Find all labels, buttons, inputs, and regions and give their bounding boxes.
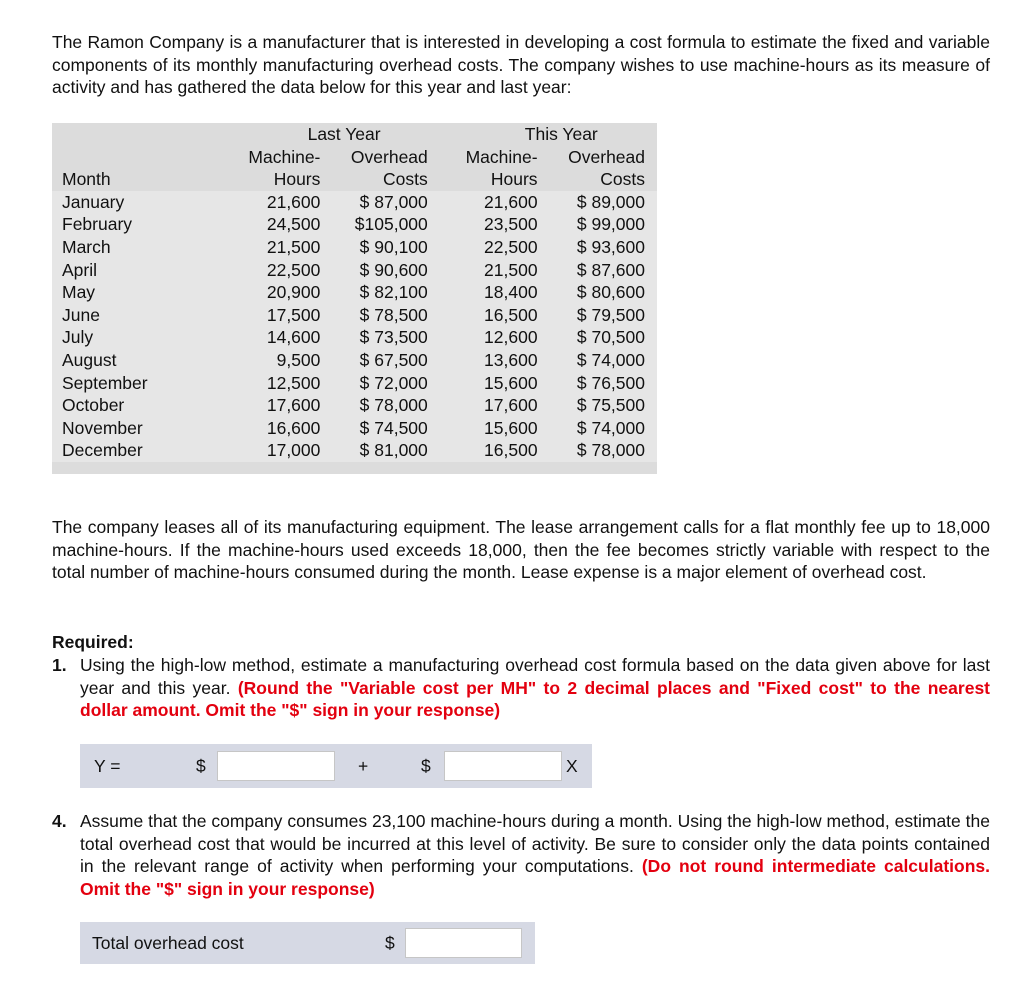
- ty-hours-cell: 13,600: [484, 349, 538, 370]
- month-cell: January: [62, 191, 125, 212]
- ly-cost-cell: $ 90,600: [359, 259, 428, 280]
- table-row: [52, 213, 657, 236]
- table-row: [52, 304, 657, 327]
- ty-cost-cell: $ 78,000: [576, 440, 645, 461]
- question-1: [52, 654, 990, 722]
- ly-cost-cell: $105,000: [354, 214, 428, 235]
- header-machine-ly: Machine-: [248, 146, 321, 167]
- ty-hours-cell: 15,600: [484, 372, 538, 393]
- ty-hours-cell: 18,400: [484, 282, 538, 303]
- ly-cost-cell: $ 67,500: [359, 349, 428, 370]
- month-cell: April: [62, 259, 98, 280]
- question-1-text: Using the high-low method, estimate a manufacturing overhead cost formula based on the data given above for last year and this year.: [80, 655, 990, 698]
- ly-hours-cell: 24,500: [266, 214, 321, 235]
- month-cell: February: [62, 214, 133, 235]
- ly-hours-cell: 17,000: [266, 440, 321, 461]
- required-heading: Required:: [52, 632, 134, 652]
- ty-cost-cell: $ 74,000: [576, 349, 645, 370]
- month-cell: October: [62, 395, 125, 416]
- ty-hours-cell: 16,500: [484, 304, 538, 325]
- header-last-year: Last Year: [307, 124, 381, 144]
- table-row: [52, 417, 657, 440]
- ty-hours-cell: 16,500: [484, 440, 538, 461]
- table-row: [52, 236, 657, 259]
- question-4-text: Assume that the company consumes 23,100 machine-hours during a month. Using the high-low method, estimate the total overhead cost that would be incurred at this level of activity. Be sure to consider only the data points contained in the relevant range of activity when performing your computations.: [80, 811, 990, 876]
- header-overhead-ly: Overhead: [350, 146, 428, 167]
- table-row: [52, 372, 657, 395]
- total-overhead-label: Total overhead cost: [92, 933, 244, 953]
- question-4-text-block: [80, 810, 990, 900]
- ty-cost-cell: $ 80,600: [576, 282, 645, 303]
- ty-cost-cell: $ 89,000: [576, 191, 645, 212]
- ly-hours-cell: 12,500: [266, 372, 321, 393]
- ly-cost-cell: $ 87,000: [359, 191, 428, 212]
- cost-formula-row: [80, 744, 592, 788]
- month-cell: November: [62, 417, 143, 438]
- table-header-row-labels: [52, 146, 657, 169]
- total-overhead-input[interactable]: [405, 928, 522, 958]
- header-machine-ty: Machine-: [465, 146, 538, 167]
- fixed-cost-input[interactable]: [217, 751, 335, 781]
- table-header-row-units: [52, 168, 657, 191]
- ly-hours-cell: 9,500: [276, 349, 321, 370]
- month-cell: June: [62, 304, 100, 325]
- ly-hours-cell: 17,500: [266, 304, 321, 325]
- ly-cost-cell: $ 82,100: [359, 282, 428, 303]
- ly-hours-cell: 16,600: [266, 417, 321, 438]
- ly-cost-cell: $ 78,000: [359, 395, 428, 416]
- header-this-year: This Year: [524, 124, 598, 144]
- ly-hours-cell: 21,500: [266, 236, 321, 257]
- ty-hours-cell: 12,600: [484, 327, 538, 348]
- header-month: Month: [62, 169, 111, 190]
- table-row: [52, 326, 657, 349]
- table-row: [52, 394, 657, 417]
- variable-cost-per-mh-input[interactable]: [444, 751, 562, 781]
- table-row: [52, 349, 657, 372]
- ty-hours-cell: 15,600: [484, 417, 538, 438]
- ty-cost-cell: $ 99,000: [576, 214, 645, 235]
- month-cell: March: [62, 236, 111, 257]
- ty-cost-cell: $ 79,500: [576, 304, 645, 325]
- table-row: [52, 281, 657, 304]
- question-4-number: 4.: [52, 811, 67, 831]
- question-4-note: (Do not round intermediate calculations. Omit the "$" sign in your response): [80, 856, 990, 899]
- ty-cost-cell: $ 70,500: [576, 327, 645, 348]
- ly-cost-cell: $ 74,500: [359, 417, 428, 438]
- ty-hours-cell: 21,500: [484, 259, 538, 280]
- plus-sign: +: [358, 756, 369, 776]
- table-header-row-years: [52, 123, 657, 146]
- header-hours-ty: Hours: [490, 169, 538, 190]
- ly-cost-cell: $ 78,500: [359, 304, 428, 325]
- question-4: [52, 810, 990, 900]
- ly-hours-cell: 20,900: [266, 282, 321, 303]
- overhead-data-table: [52, 123, 657, 474]
- table-row: [52, 439, 657, 462]
- table-row: [52, 259, 657, 282]
- total-overhead-row: [80, 922, 535, 964]
- header-overhead-ty: Overhead: [568, 146, 645, 167]
- ly-hours-cell: 21,600: [266, 191, 321, 212]
- ty-hours-cell: 21,600: [484, 191, 538, 212]
- total-overhead-dollar-sign: $: [385, 933, 395, 953]
- ly-cost-cell: $ 81,000: [359, 440, 428, 461]
- table-footer-bar: [52, 462, 657, 474]
- ly-cost-cell: $ 90,100: [359, 236, 428, 257]
- question-1-number: 1.: [52, 655, 67, 675]
- header-costs-ly: Costs: [383, 169, 428, 190]
- fixed-cost-dollar-sign: $: [196, 756, 206, 776]
- ty-cost-cell: $ 76,500: [576, 372, 645, 393]
- lease-paragraph: The company leases all of its manufacturing equipment. The lease arrangement calls for a flat monthly fee up to 18,000 machine-hours. If the machine-hours used exceeds 18,000, then the fee becomes strictly variable with respect to the total number of machine-hours consumed during the month. Lease expense is a major element of overhead cost.: [52, 517, 990, 582]
- ly-cost-cell: $ 72,000: [359, 372, 428, 393]
- ly-hours-cell: 17,600: [266, 395, 321, 416]
- month-cell: December: [62, 440, 143, 461]
- header-hours-ly: Hours: [273, 169, 321, 190]
- intro-paragraph: The Ramon Company is a manufacturer that is interested in developing a cost formula to estimate the fixed and variable components of its monthly manufacturing overhead costs. The company wishes to use machine-hours as its measure of activity and has gathered the data below for this year and last year:: [52, 32, 990, 97]
- ty-hours-cell: 17,600: [484, 395, 538, 416]
- ly-cost-cell: $ 73,500: [359, 327, 428, 348]
- month-cell: September: [62, 372, 148, 393]
- ly-hours-cell: 22,500: [266, 259, 321, 280]
- ty-cost-cell: $ 93,600: [576, 236, 645, 257]
- ty-hours-cell: 23,500: [484, 214, 538, 235]
- header-costs-ty: Costs: [600, 169, 645, 190]
- ly-hours-cell: 14,600: [266, 327, 321, 348]
- variable-cost-dollar-sign: $: [421, 756, 431, 776]
- question-1-text-block: [80, 654, 990, 722]
- question-1-note: (Round the "Variable cost per MH" to 2 decimal places and "Fixed cost" to the nearest dollar amount. Omit the "$" sign in your response): [80, 677, 991, 720]
- month-cell: July: [62, 327, 94, 348]
- ty-cost-cell: $ 74,000: [576, 417, 645, 438]
- y-equals-label: Y =: [94, 756, 121, 776]
- x-variable-label: X: [566, 756, 578, 776]
- ty-hours-cell: 22,500: [484, 236, 538, 257]
- ty-cost-cell: $ 75,500: [576, 395, 645, 416]
- ty-cost-cell: $ 87,600: [576, 259, 645, 280]
- month-cell: May: [62, 282, 96, 303]
- table-row: [52, 191, 657, 214]
- month-cell: August: [62, 349, 117, 370]
